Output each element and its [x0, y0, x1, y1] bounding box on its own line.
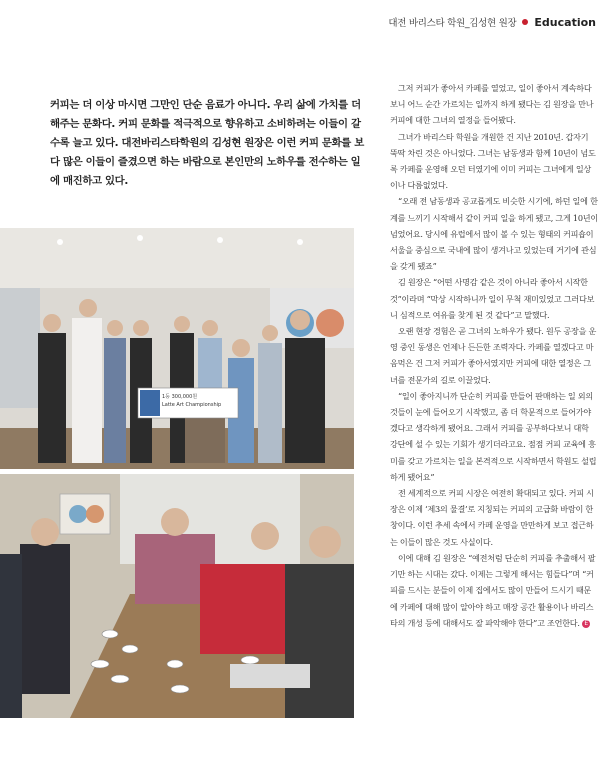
body-paragraph-text: 이에 대해 김 원장은 “예전처럼 단순히 커피를 추출해서 팔기만 하는 시대는 갔다. 이제는 그렇게 해서는 힘들다”며 “커피를 드시는 분들이 이제 집에서도 많이 만들어 드시기 때문에 카페에 대해 많이 알아야 하고 매장 공간 활용이나 바리스타의 개성 등에 대해서도 잘 파악해야 한다”고 조언한다.	[390, 552, 596, 628]
cupping-class-illustration	[0, 474, 354, 718]
body-paragraph: 전 세계적으로 커피 시장은 여전히 확대되고 있다. 커피 시장은 이제 ‘제3의 물결’로 지칭되는 커피의 고급화 바람이 한창이다. 이런 추세 속에서 카페 운영을 만만하게 보고 접근하는 이들이 많은 것도 사실이다.	[390, 488, 594, 547]
article-body	[390, 80, 598, 631]
body-paragraph: “오래 전 남동생과 공교롭게도 비슷한 시기에, 하던 일에 한계를 느끼기 시작해서 같이 커피 일을 하게 됐고, 그게 10년이 넘었어요. 당시에 유럽에서 많이 볼 수 있는 형태의 커피숍이 서울을 중심으로 국내에 많이 생겨나고 있었는데 거기에 관심을 갖게 됐죠”	[390, 196, 598, 272]
body-paragraph: 그저 커피가 좋아서 카페를 열었고, 일이 좋아서 계속하다보니 어느 순간 가르치는 일까지 하게 됐다는 김 원장을 만나 커피에 대한 그녀의 열정을 들어봤다.	[390, 83, 594, 126]
prize-board-label	[162, 393, 238, 409]
page-header	[388, 14, 596, 30]
prize-board-amount: 1등 300,000원	[162, 394, 198, 400]
body-paragraph-last	[390, 550, 598, 631]
header-section-title: Education	[534, 15, 596, 29]
prize-board-title: Latte Art Championship	[162, 402, 222, 408]
group-photo-illustration	[0, 228, 354, 469]
cupping-class-photo	[0, 474, 354, 718]
body-paragraph: “일이 좋아지니까 단순히 커피를 만들어 판매하는 일 외의 것들이 눈에 들어오기 시작했고, 좀 더 학문적으로 들어가야겠다고 생각하게 됐어요. 그래서 커피를 공부하다보니 대학 강단에 설 수 있는 기회가 생기더라고요. 점점 커피 교육에 흥미를 갖고 가르치는 일을 본격적으로 시작하면서 학원도 설립하게 됐어요”	[390, 390, 597, 482]
body-paragraph: 김 원장은 “어떤 사명감 같은 것이 아니라 좋아서 시작한 것”이라며 “막상 시작하니까 일이 무척 재미있었고 그러다보니 심적으로 여유를 찾게 된 것 같다”고 말했다.	[390, 277, 595, 320]
header-bullet-dot	[522, 19, 528, 25]
article-end-mark: E	[582, 620, 590, 628]
body-paragraph: 그녀가 바리스타 학원을 개원한 건 지난 2010년. 갑자기 뚝딱 차린 것은 아니었다. 그녀는 남동생과 함께 10년이 넘도록 카페를 운영해 오던 터였기에 이미 커피는 그녀에게 일상이나 다름없었다.	[390, 131, 596, 191]
lead-paragraph: 커피는 더 이상 마시면 그만인 단순 음료가 아니다. 우리 삶에 가치를 더해주는 문화다. 커피 문화를 적극적으로 향유하고 소비하려는 이들이 갈수록 늘고 있다. 대전바리스타학원의 김성현 원장은 이런 커피 문화를 보다 많은 이들이 즐겼으면 하는 바람으로 본인만의 노하우를 전수하는 일에 매진하고 있다.	[50, 99, 364, 187]
group-photo	[0, 228, 354, 469]
header-breadcrumb: 대전 바리스타 학원_김성현 원장	[388, 18, 517, 29]
body-paragraph: 오랜 현장 경험은 곧 그녀의 노하우가 됐다. 원두 공장을 운영 중인 동생은 언제나 든든한 조력자다. 카페를 열겠다고 마음먹은 건 그저 커피가 좋아서였지만 커피에 대한 열정은 그녀를 전문가의 길로 이끌었다.	[390, 326, 597, 385]
